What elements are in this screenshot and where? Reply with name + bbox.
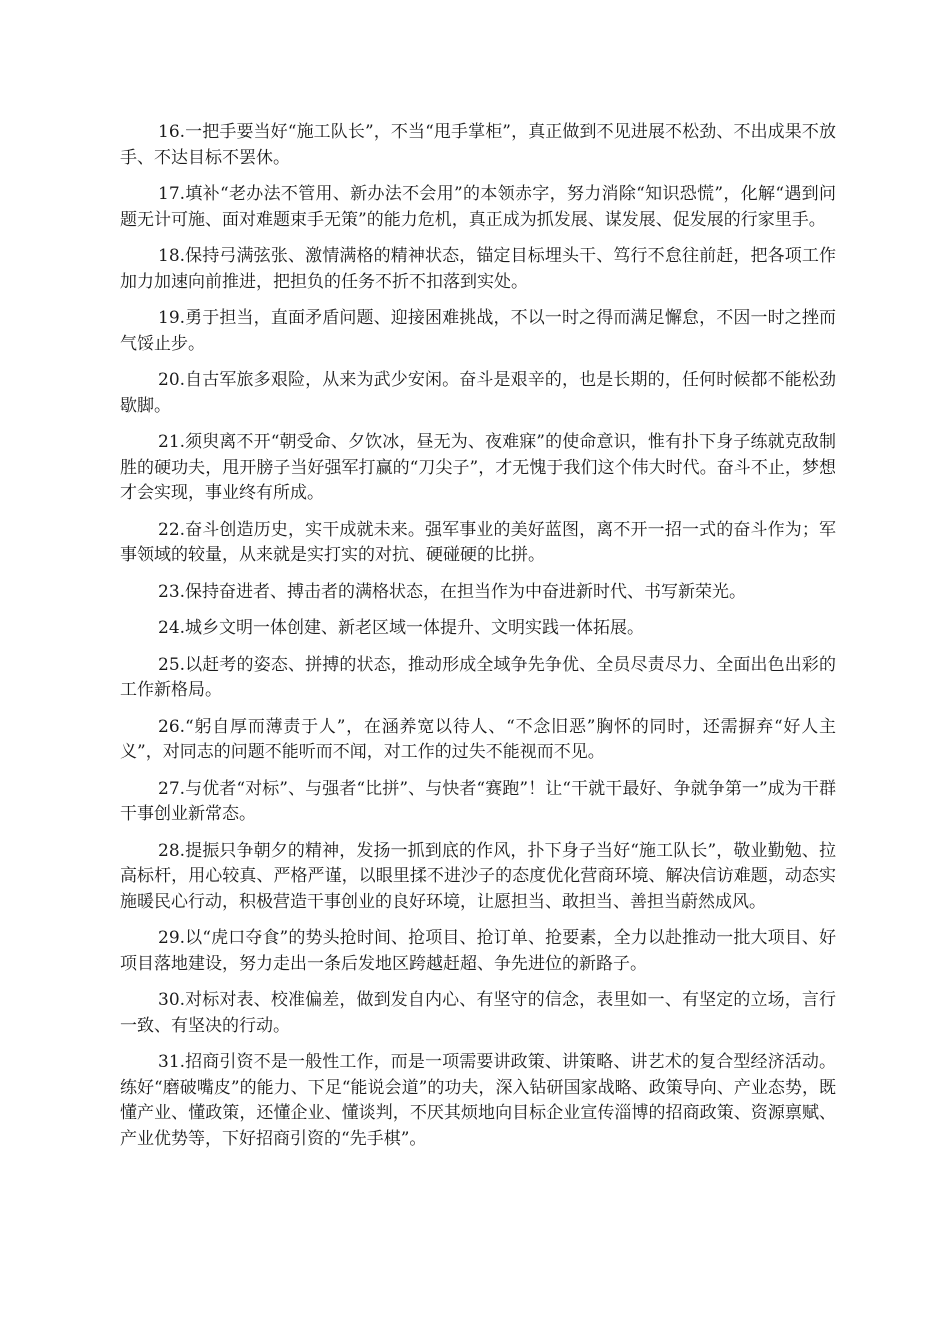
paragraph-28: 28.提振只争朝夕的精神，发扬一抓到底的作风，扑下身子当好“施工队长”，敬业勤勉、拉高标杆，用心较真、严格严谨，以眼里揉不进沙子的态度优化营商环境、解决信访难题，动态实施暖民心行动，积极营造干事创业的良好环境，让愿担当、敢担当、善担当蔚然成风。	[120, 840, 836, 912]
paragraph-31: 31.招商引资不是一般性工作，而是一项需要讲政策、讲策略、讲艺术的复合型经济活动。练好“磨破嘴皮”的能力、下足“能说会道”的功夫，深入钻研国家战略、政策导向、产业态势，既懂产业、懂政策，还懂企业、懂谈判，不厌其烦地向目标企业宣传淄博的招商政策、资源禀赋、产业优势等，下好招商引资的“先手棋”。	[120, 1052, 836, 1149]
paragraph-25: 25.以赶考的姿态、拼搏的状态，推动形成全域争先争优、全员尽责尽力、全面出色出彩的工作新格局。	[120, 654, 836, 700]
paragraph-16: 16.一把手要当好“施工队长”，不当“甩手掌柜”，真正做到不见进展不松劲、不出成果不放手、不达目标不罢休。	[120, 122, 836, 168]
paragraph-19: 19.勇于担当，直面矛盾问题、迎接困难挑战，不以一时之得而满足懈怠，不因一时之挫而气馁止步。	[120, 308, 836, 354]
paragraph-26: 26.“躬自厚而薄责于人”，在涵养宽以待人、“不念旧恶”胸怀的同时，还需摒弃“好人主义”，对同志的问题不能听而不闻，对工作的过失不能视而不见。	[120, 716, 836, 762]
paragraph-17: 17.填补“老办法不管用、新办法不会用”的本领赤字，努力消除“知识恐慌”，化解“遇到问题无计可施、面对难题束手无策”的能力危机，真正成为抓发展、谋发展、促发展的行家里手。	[120, 184, 836, 230]
paragraph-30: 30.对标对表、校准偏差，做到发自内心、有坚守的信念，表里如一、有坚定的立场，言行一致、有坚决的行动。	[120, 990, 836, 1036]
paragraph-27: 27.与优者“对标”、与强者“比拼”、与快者“赛跑”！让“干就干最好、争就争第一”成为干群干事创业新常态。	[120, 778, 836, 824]
paragraph-24: 24.城乡文明一体创建、新老区域一体提升、文明实践一体拓展。	[158, 618, 645, 638]
document-body	[120, 120, 836, 1163]
paragraph-22: 22.奋斗创造历史，实干成就未来。强军事业的美好蓝图，离不开一招一式的奋斗作为；军事领域的较量，从来就是实打实的对抗、硬碰硬的比拼。	[120, 519, 836, 565]
paragraph-23: 23.保持奋进者、搏击者的满格状态，在担当作为中奋进新时代、书写新荣光。	[158, 581, 747, 602]
paragraph-20: 20.自古军旅多艰险，从来为武少安闲。奋斗是艰辛的，也是长期的，任何时候都不能松劲歇脚。	[120, 370, 836, 416]
paragraph-21: 21.须臾离不开“朝受命、夕饮冰，昼无为、夜难寐”的使命意识，惟有扑下身子练就克敌制胜的硬功夫，甩开膀子当好强军打赢的“刀尖子”，才无愧于我们这个伟大时代。奋斗不止，梦想才会实现，事业终有所成。	[120, 432, 836, 503]
paragraph-18: 18.保持弓满弦张、激情满格的精神状态，锚定目标埋头干、笃行不怠往前赶，把各项工作加力加速向前推进，把担负的任务不折不扣落到实处。	[120, 246, 836, 292]
paragraph-29: 29.以“虎口夺食”的势头抢时间、抢项目、抢订单、抢要素，全力以赴推动一批大项目、好项目落地建设，努力走出一条后发地区跨越赶超、争先进位的新路子。	[120, 928, 836, 974]
